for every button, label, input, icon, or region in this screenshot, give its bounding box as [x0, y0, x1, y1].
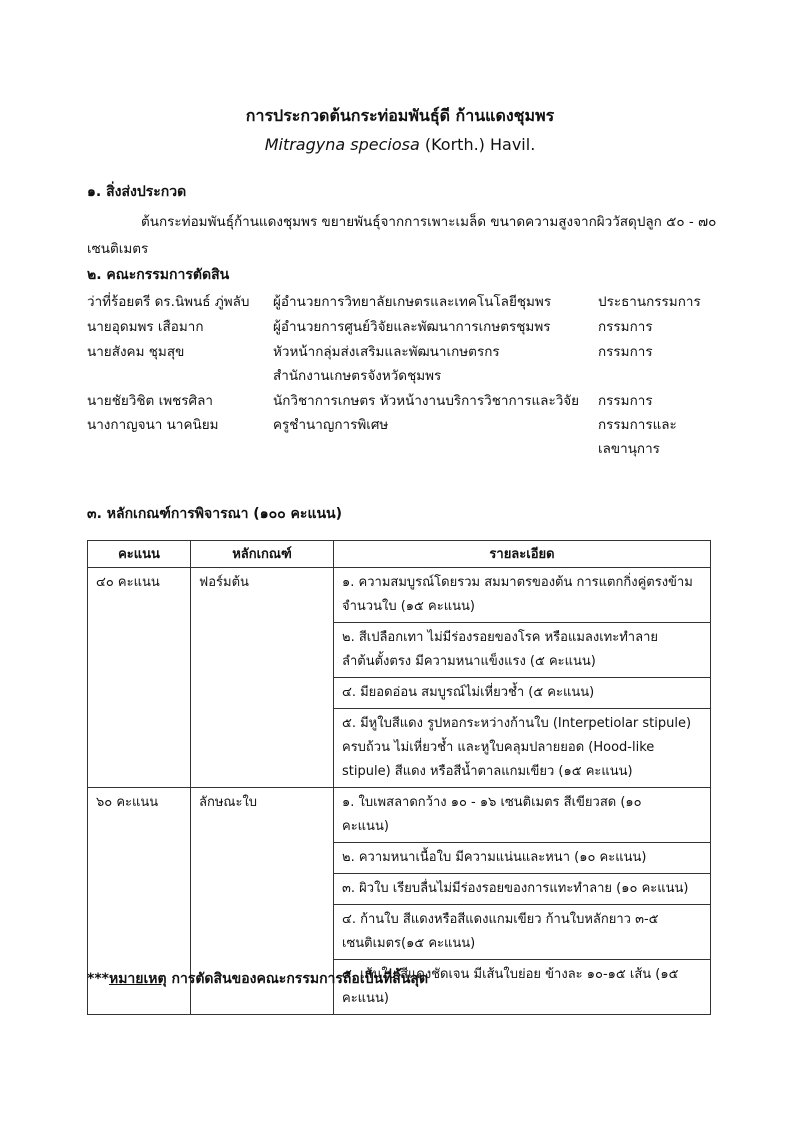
criteria-table	[87, 540, 711, 1015]
committee-role: กรรมการ	[598, 319, 653, 335]
committee-position: ครูชำนาญการพิเศษ	[273, 417, 389, 433]
detail-cell	[334, 623, 711, 678]
committee-role: เลขานุการ	[598, 441, 660, 457]
section1-text-line2: เซนติเมตร	[87, 241, 149, 257]
committee-role: กรรมการและ	[598, 417, 677, 433]
section2-heading: ๒. คณะกรรมการตัดสิน	[87, 267, 230, 283]
footnote-label: หมายเหตุ	[108, 971, 167, 987]
detail-line: ๑. ใบเพสลาดกว้าง ๑๐ - ๑๖ เซนติเมตร สีเขียวสด (๑๐	[342, 795, 642, 810]
scientific-author: (Korth.) Havil.	[419, 135, 536, 154]
criterion-cell: ลักษณะใบ	[191, 788, 334, 1015]
score-cell: ๔๐ คะแนน	[88, 568, 191, 788]
committee-position: สำนักงานเกษตรจังหวัดชุมพร	[273, 368, 442, 384]
detail-cell	[334, 843, 711, 874]
detail-cell	[334, 788, 711, 843]
committee-position: ผู้อำนวยการศูนย์วิจัยและพัฒนาการเกษตรชุมพร	[273, 319, 551, 335]
section1-heading: ๑. สิ่งส่งประกวด	[87, 184, 187, 200]
detail-cell	[334, 709, 711, 788]
detail-line: ลำต้นตั้งตรง มีความหนาแข็งแรง (๕ คะแนน)	[342, 654, 596, 669]
detail-line: ๔. ก้านใบ สีแดงหรือสีแดงแกมเขียว ก้านใบหลักยาว ๓-๕	[342, 912, 659, 927]
detail-cell	[334, 678, 711, 709]
criteria-header-row	[88, 541, 711, 568]
footnote-text: การตัดสินของคณะกรรมการถือเป็นที่สิ้นสุด	[166, 971, 429, 987]
committee-name: นางกาญจนา นาคนิยม	[87, 417, 219, 433]
header-criterion: หลักเกณฑ์	[191, 541, 334, 568]
detail-line: จำนวนใบ (๑๕ คะแนน)	[342, 599, 475, 614]
committee-position: ผู้อำนวยการวิทยาลัยเกษตรและเทคโนโลยีชุมพร	[273, 294, 552, 310]
table-row	[88, 568, 711, 623]
committee-role: กรรมการ	[598, 344, 653, 360]
detail-line: ๑. ความสมบูรณ์โดยรวม สมมาตรของต้น การแตกกิ่งคู่ตรงข้าม	[342, 575, 693, 590]
header-score: คะแนน	[88, 541, 191, 568]
detail-cell	[334, 874, 711, 905]
detail-cell	[334, 905, 711, 960]
scientific-name: Mitragyna speciosa	[264, 135, 420, 154]
committee-role: ประธานกรรมการ	[598, 294, 701, 310]
committee-name: ว่าที่ร้อยตรี ดร.นิพนธ์ ภู่พลับ	[87, 294, 250, 310]
committee-name: นายอุดมพร เสือมาก	[87, 319, 204, 335]
detail-line: ครบถ้วน ไม่เหี่ยวช้ำ และหูใบคลุมปลายยอด (Hood-like	[342, 740, 655, 755]
detail-cell	[334, 568, 711, 623]
detail-line: ๒. สีเปลือกเทา ไม่มีร่องรอยของโรค หรือแมลงเทะทำลาย	[342, 630, 658, 645]
detail-line: ๓. ผิวใบ เรียบลื่นไม่มีร่องรอยของการแทะทำลาย (๑๐ คะแนน)	[342, 881, 689, 896]
footnote-prefix: ***	[87, 971, 109, 987]
footnote	[87, 968, 428, 990]
header-details: รายละเอียด	[334, 541, 711, 568]
detail-line: ๔. มียอดอ่อน สมบูรณ์ไม่เหี่ยวช้ำ (๕ คะแนน)	[342, 685, 595, 700]
table-row	[88, 788, 711, 843]
detail-line: คะแนน)	[342, 991, 389, 1006]
document-subtitle	[0, 135, 800, 154]
committee-role: กรรมการ	[598, 393, 653, 409]
detail-line: ๕. เส้นใบ สีแดงชัดเจน มีเส้นใบย่อย ข้างละ ๑๐-๑๕ เส้น (๑๕	[342, 967, 679, 982]
document-title: การประกวดต้นกระท่อมพันธุ์ดี ก้านแดงชุมพร	[245, 106, 555, 125]
committee-name: นายชัยวิชิต เพชรศิลา	[87, 393, 213, 409]
detail-line: ๕. มีหูใบสีแดง รูปหอกระหว่างก้านใบ (Interpetiolar stipule)	[342, 716, 692, 731]
detail-line: ๒. ความหนาเนื้อใบ มีความแน่นและหนา (๑๐ คะแนน)	[342, 850, 647, 865]
section1-text-line1: ต้นกระท่อมพันธุ์ก้านแดงชุมพร ขยายพันธุ์จากการเพาะเมล็ด ขนาดความสูงจากผิววัสดุปลูก ๕๐ - ๗๐	[141, 214, 717, 230]
detail-line: เซนติเมตร(๑๕ คะแนน)	[342, 936, 476, 951]
detail-line: stipule) สีแดง หรือสีน้ำตาลแกมเขียว (๑๕ คะแนน)	[342, 764, 633, 779]
score-cell: ๖๐ คะแนน	[88, 788, 191, 1015]
committee-position: นักวิชาการเกษตร หัวหน้างานบริการวิชาการและวิจัย	[273, 393, 580, 409]
detail-line: คะแนน)	[342, 819, 389, 834]
committee-name: นายสังคม ชุมสุข	[87, 344, 185, 360]
section3-heading: ๓. หลักเกณฑ์การพิจารณา (๑๐๐ คะแนน)	[87, 506, 343, 522]
committee-position: หัวหน้ากลุ่มส่งเสริมและพัฒนาเกษตรกร	[273, 344, 500, 360]
criterion-cell: ฟอร์มต้น	[191, 568, 334, 788]
